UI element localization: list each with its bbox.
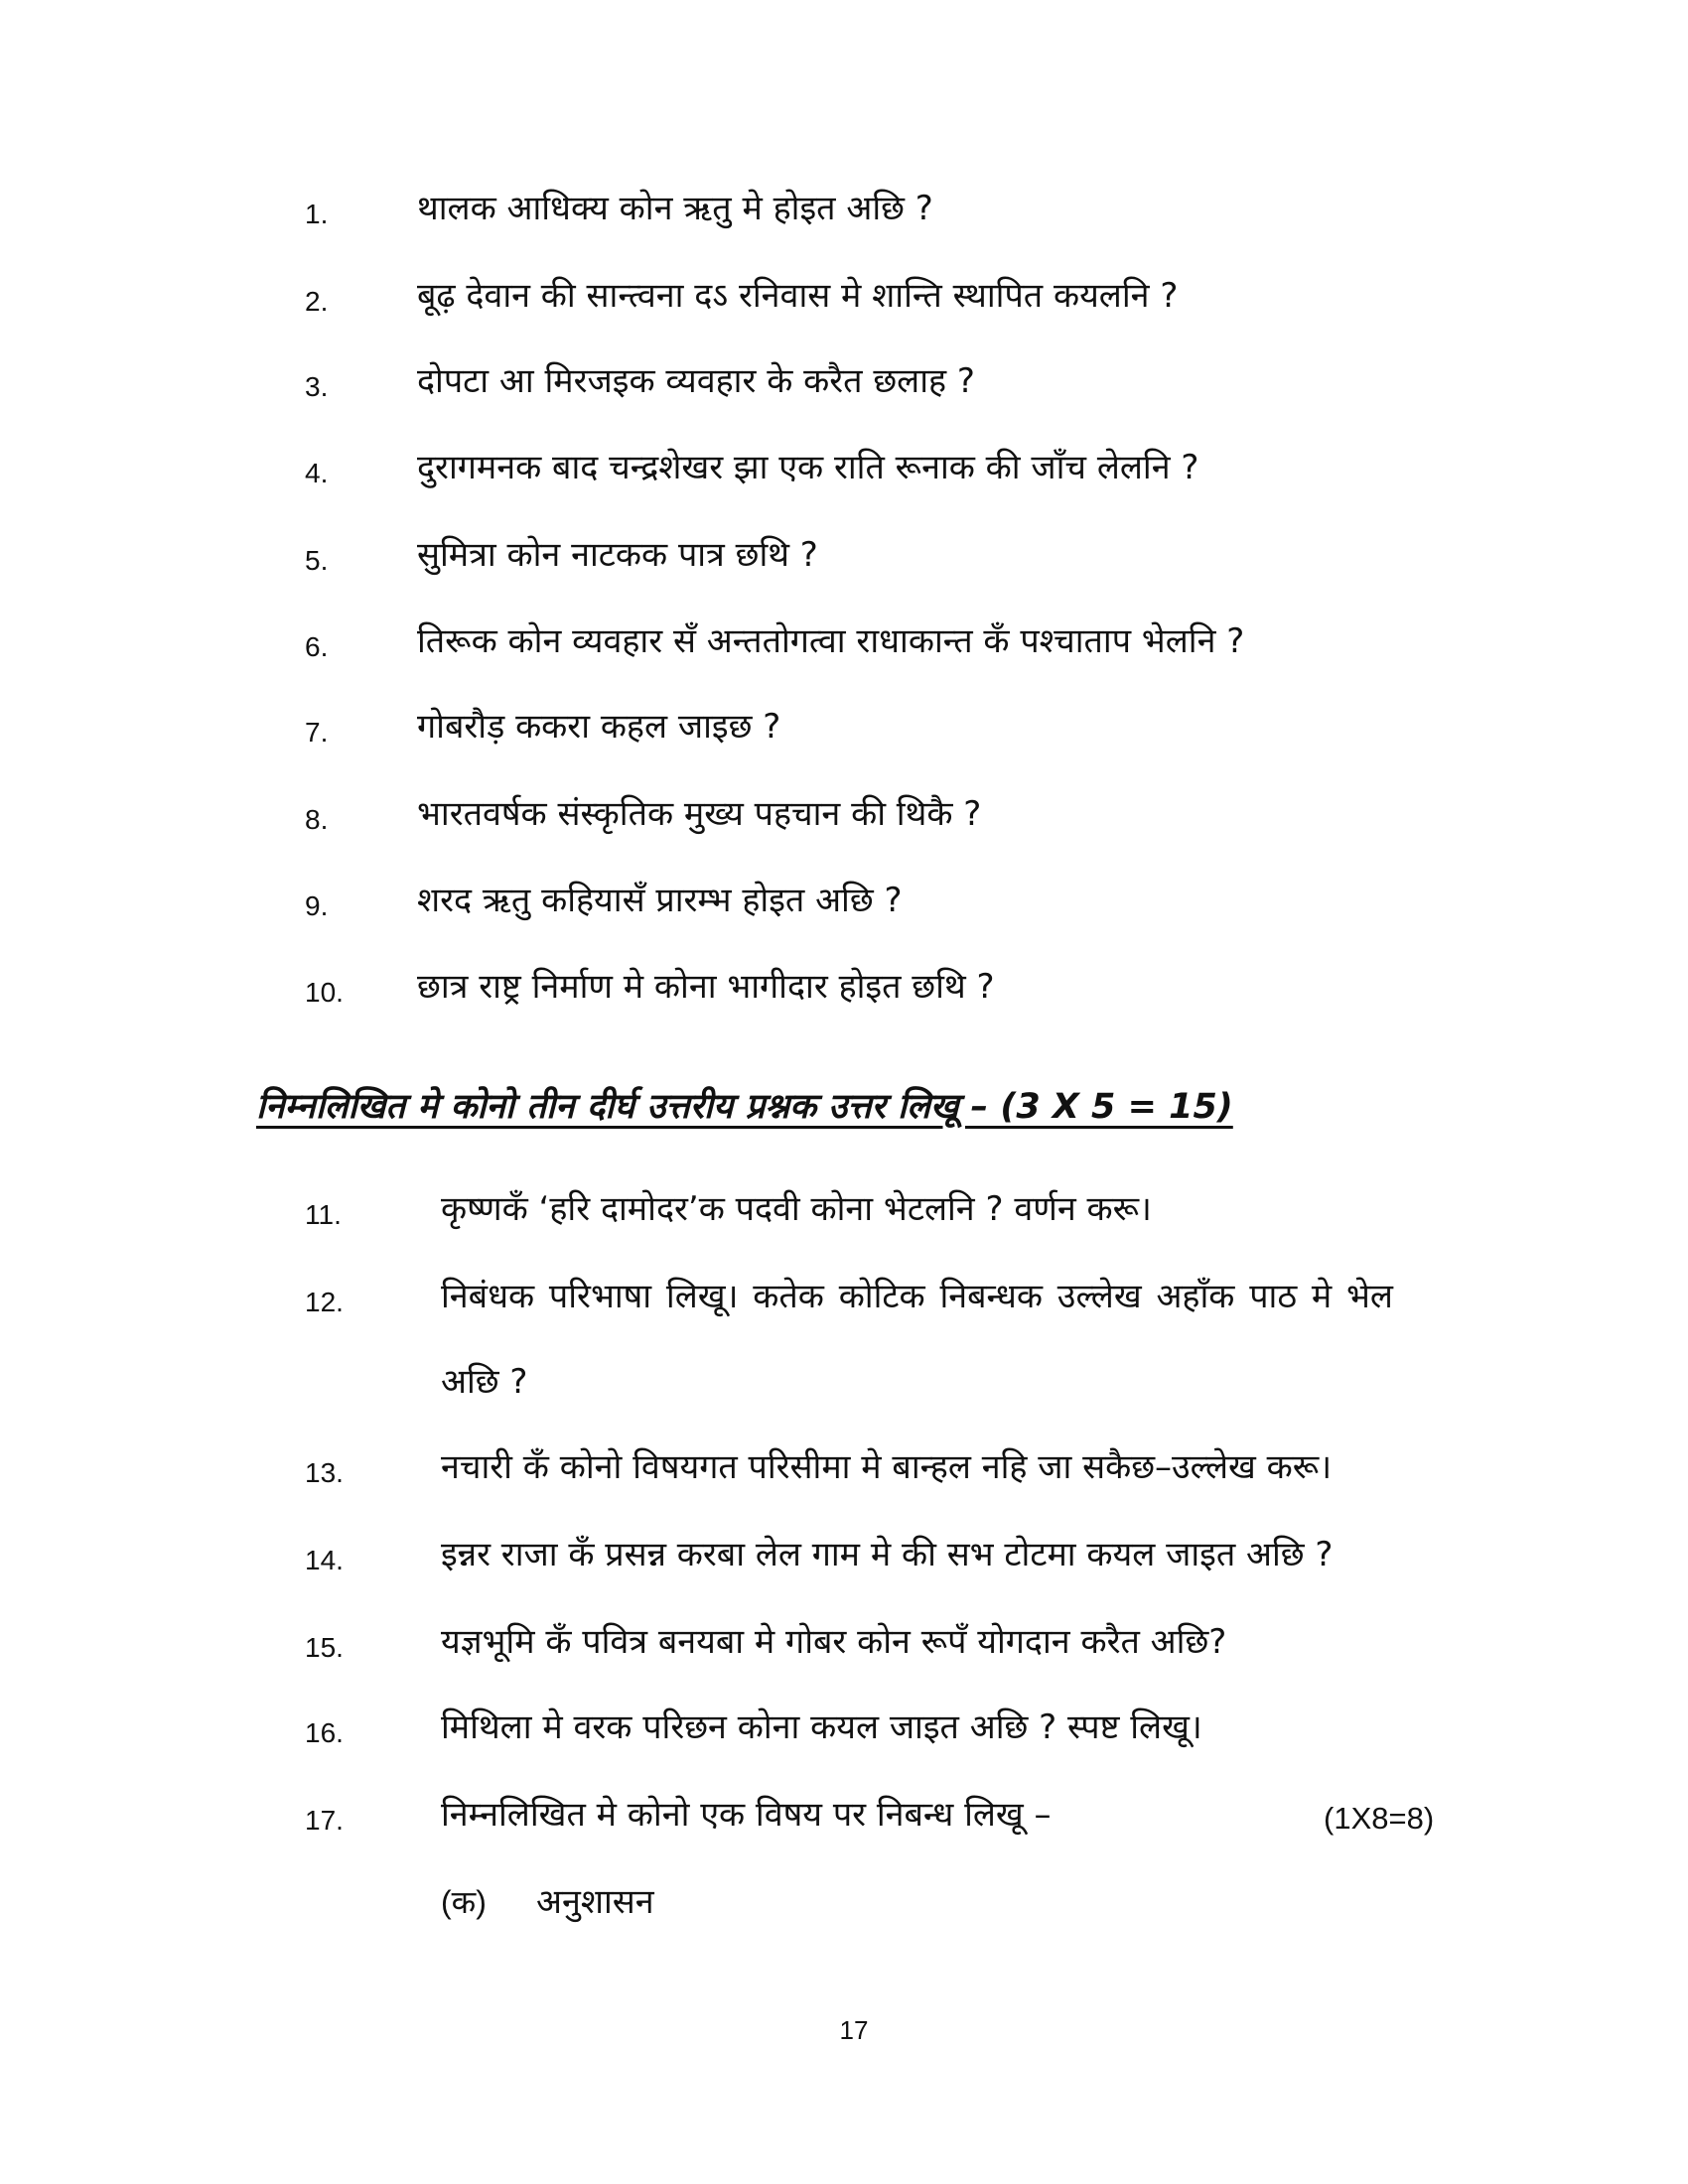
question-number: 1. bbox=[305, 199, 329, 229]
question-text: तिरूक कोन व्यवहार सँ अन्ततोगत्वा राधाकान्त कँ पश्चाताप भेलनि ? bbox=[417, 621, 1245, 661]
question-number: 11. bbox=[305, 1199, 342, 1230]
question-text: मिथिला मे वरक परिछन कोना कयल जाइत अछि ? स्पष्ट लिखू। bbox=[441, 1707, 1202, 1747]
question-number: 8. bbox=[305, 804, 329, 835]
question-text: शरद ऋतु कहियासँ प्रारम्भ होइत अछि ? bbox=[417, 881, 903, 920]
question-text: निम्नलिखित मे कोनो एक विषय पर निबन्ध लिखू – bbox=[441, 1795, 1052, 1835]
question-text: निबंधक परिभाषा लिखू। कतेक कोटिक निबन्धक उल्लेख अहाँक पाठ मे भेल bbox=[441, 1277, 1393, 1316]
option-label: (क) bbox=[441, 1884, 487, 1920]
question-text: नचारी कँ कोनो विषयगत परिसीमा मे बान्हल नहि जा सकैछ–उल्लेख करू। bbox=[441, 1447, 1333, 1487]
question-text: गोबरौड़ ककरा कहल जाइछ ? bbox=[417, 707, 781, 747]
question-text: बूढ़ देवान की सान्त्वना दऽ रनिवास मे शान्ति स्थापित कयलनि ? bbox=[417, 276, 1179, 316]
question-text: दुरागमनक बाद चन्द्रशेखर झा एक राति रूनाक की जाँच लेलनि ? bbox=[417, 448, 1199, 487]
question-text: छात्र राष्ट्र निर्माण मे कोना भागीदार होइत छथि ? bbox=[417, 967, 995, 1007]
question-number: 9. bbox=[305, 890, 329, 921]
option-text: अनुशासन bbox=[536, 1882, 654, 1922]
page-number: 17 bbox=[839, 2015, 869, 2045]
question-number: 4. bbox=[305, 458, 329, 488]
question-number: 15. bbox=[305, 1632, 344, 1663]
question-number: 2. bbox=[305, 286, 329, 317]
question-text: सुमित्रा कोन नाटकक पात्र छथि ? bbox=[417, 535, 818, 575]
question-number: 5. bbox=[305, 545, 329, 576]
question-text-continued: अछि ? bbox=[441, 1362, 528, 1402]
question-number: 3. bbox=[305, 371, 329, 402]
question-number: 14. bbox=[305, 1545, 344, 1575]
question-text: इन्नर राजा कँ प्रसन्न करबा लेल गाम मे की सभ टोटमा कयल जाइत अछि ? bbox=[441, 1535, 1334, 1574]
marks-label: (1X8=8) bbox=[1324, 1801, 1435, 1836]
question-text: दोपटा आ मिरजइक व्यवहार के करैत छलाह ? bbox=[417, 361, 975, 401]
question-text: थालक आधिक्य कोन ऋतु मे होइत अछि ? bbox=[417, 189, 933, 228]
question-number: 13. bbox=[305, 1457, 344, 1488]
section-heading: निम्नलिखित मे कोनो तीन दीर्घ उत्तरीय प्रश्नक उत्तर लिखू – (3 X 5 = 15) bbox=[256, 1087, 1233, 1127]
question-text: कृष्णकँ ‘हरि दामोदर’क पदवी कोना भेटलनि ? वर्णन करू। bbox=[441, 1189, 1152, 1229]
question-number: 17. bbox=[305, 1805, 344, 1836]
question-number: 16. bbox=[305, 1717, 344, 1748]
question-text: यज्ञभूमि कँ पवित्र बनयबा मे गोबर कोन रूपँ योगदान करैत अछि? bbox=[441, 1622, 1227, 1662]
question-number: 12. bbox=[305, 1287, 344, 1317]
question-number: 10. bbox=[305, 977, 344, 1008]
question-number: 6. bbox=[305, 631, 329, 662]
question-text: भारतवर्षक संस्कृतिक मुख्य पहचान की थिकै ? bbox=[417, 794, 982, 834]
question-number: 7. bbox=[305, 717, 329, 748]
